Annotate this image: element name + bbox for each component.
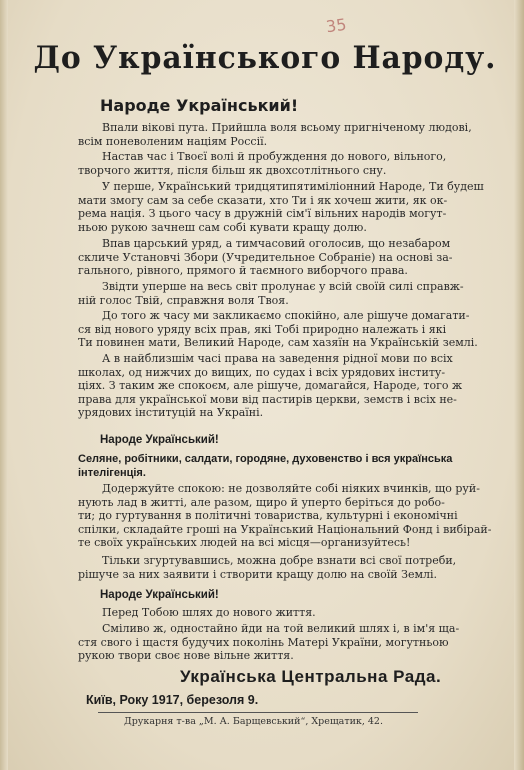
archive-number-stamp: 35 <box>324 14 348 37</box>
body-paragraph-9 <box>78 554 510 581</box>
paragraph-line: гального, рівного, прямого й таємного виборчого права. <box>78 264 408 278</box>
body-paragraph-5 <box>78 280 510 307</box>
paragraph-line: скличе Установчі Збори (Учредительное Собраніе) на основі за- <box>78 250 453 264</box>
paper-edge-right <box>514 0 524 770</box>
body-paragraph-1 <box>78 121 510 148</box>
paragraph-line: ціях. З таким же спокоєм, але рішуче, домагайся, Народе, того ж <box>78 379 463 393</box>
paragraph-line: рішуче за них заявити і створити кращу долю на своїй Землі. <box>78 567 438 581</box>
body-paragraph-10 <box>78 606 510 620</box>
paragraph-line: Звідти уперше на весь світ пролунає у всій своїй силі справж- <box>102 280 464 293</box>
paragraph-line: Ти повинен мати, Великий Народе, сам хазяїн на Українській землі. <box>78 336 478 350</box>
paragraph-line: У перше, Український тридцятипятиміліонний Народе, Ти будеш <box>102 180 484 193</box>
paragraph-line: урядових інституцій на Україні. <box>78 406 264 420</box>
paragraph-line: Додержуйте спокою: не дозволяйте собі ніяких вчинків, що руй- <box>102 482 480 495</box>
body-paragraph-4 <box>78 237 510 278</box>
paragraph-line: нують лад в житті, але разом, щиро й уперто беріться до робо- <box>78 495 445 509</box>
paragraph-line: Перед Тобою шлях до нового життя. <box>102 606 316 619</box>
paragraph-line: ти; до гуртування в політичні товариства, культурні і економічні <box>78 509 458 523</box>
paragraph-line: А в найблизшім часі права на заведення рідної мови по всіх <box>102 352 453 365</box>
printer-imprint: Друкарня т-ва „М. А. Барщевський“, Хрещатик, 42. <box>124 716 383 727</box>
paragraph-line: творчого життя, після більш як двохсотлітнього сну. <box>78 163 387 177</box>
paragraph-line: Впали вікові пута. Прийшла воля всьому пригніченому людові, <box>102 121 472 134</box>
paragraph-line: ся від нового уряду всіх прав, які Тобі природно належать і які <box>78 322 447 336</box>
paragraph-line: стя свого і щастя будучих поколінь Матері України, могутньою <box>78 635 449 649</box>
paragraph-line: рукою твори своє нове вільне життя. <box>78 649 294 663</box>
body-paragraph-7 <box>78 352 510 420</box>
paragraph-line: Сміливо ж, одностайно йди на той великий шлях і, в ім'я ща- <box>102 622 460 635</box>
paragraph-line: ньою рукою зачнеш сам собі кувати кращу долю. <box>78 220 367 234</box>
footer-divider <box>98 712 418 713</box>
paragraph-line: те своїх українських людей на всі місця—организуйтесь! <box>78 536 411 550</box>
paragraph-line: всім поневоленим націям Россії. <box>78 134 268 148</box>
call-to-citizens: Селяне, робітники, салдати, городяне, духовенство і вся українська інтелігенція. <box>78 453 453 479</box>
signature-central-rada: Українська Центральна Рада. <box>180 667 442 686</box>
appeal-heading: Народе Український! <box>100 96 299 115</box>
document-title: До Українського Народу. <box>33 40 497 76</box>
paragraph-line: Настав час і Твоєї волі й пробуждення до нового, вільного, <box>102 150 447 163</box>
body-paragraph-6 <box>78 309 510 350</box>
paragraph-line: школах, од нижчих до вищих, по судах і всіх урядових інститу- <box>78 365 446 379</box>
paragraph-line: До того ж часу ми закликаємо спокійно, але рішуче домагати- <box>102 309 470 322</box>
paragraph-line: рема нація. З цього часу в дружній сім'ї вільних народів могут- <box>78 207 447 221</box>
body-paragraph-11 <box>78 622 510 663</box>
paragraph-line: Впав царський уряд, а тимчасовий оголосив, що незабаром <box>102 237 451 250</box>
paragraph-line: права для української мови від пастирів церкви, земств і всіх не- <box>78 392 457 406</box>
paragraph-line: ній голос Твій, справжня воля Твоя. <box>78 293 289 307</box>
body-paragraph-3 <box>78 180 510 234</box>
place-and-date: Київ, Року 1917, березоля 9. <box>86 693 259 707</box>
body-paragraph-2 <box>78 150 510 177</box>
body-paragraph-8 <box>78 482 510 550</box>
paragraph-line: Тільки згуртувавшись, можна добре взнати всі свої потреби, <box>102 554 457 567</box>
paper-edge-left <box>0 0 8 770</box>
paragraph-line: мати змогу сам за себе сказати, хто Ти і як хочеш жити, як ок- <box>78 193 448 207</box>
subheading-2: Народе Український! <box>100 589 219 601</box>
paragraph-line: спілки, складайте гроші на Український Національний Фонд і вибірай- <box>78 522 492 536</box>
subheading-1: Народе Український! <box>100 434 219 446</box>
